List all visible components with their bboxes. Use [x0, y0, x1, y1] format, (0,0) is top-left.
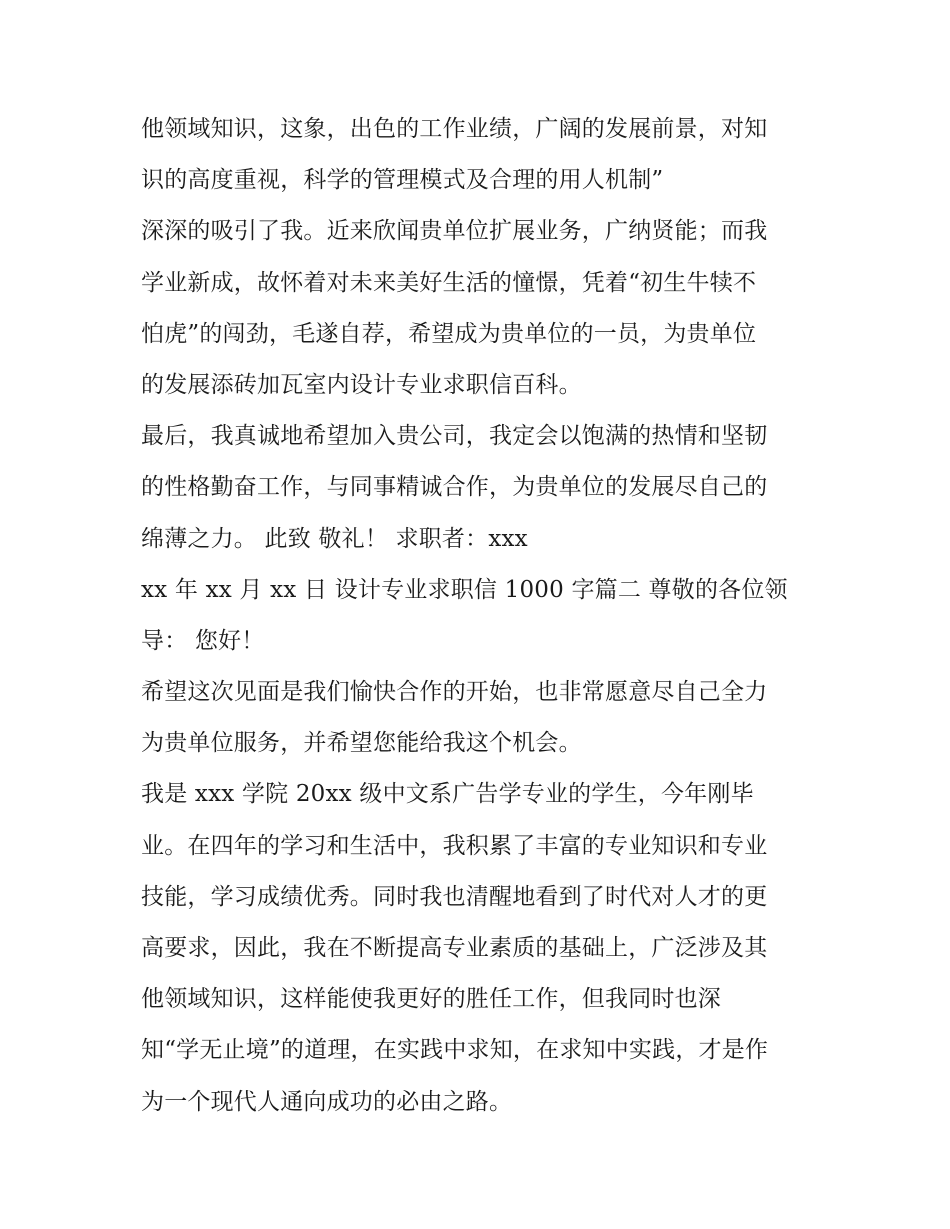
- text-line: 怕虎”的闯劲，毛遂自荐，希望成为贵单位的一员，为贵单位: [141, 320, 757, 347]
- text-line: 识的高度重视，科学的管理模式及合理的用人机制”: [141, 167, 664, 194]
- text-line: 的发展添砖加瓦室内设计专业求职信百科。: [141, 371, 582, 398]
- text-line: 我是 xxx 学院 20xx 级中文系广告学专业的学生，今年刚毕: [141, 781, 754, 808]
- text-line: 高要求，因此，我在不断提高专业素质的基础上，广泛涉及其: [141, 935, 768, 961]
- text-line: 希望这次见面是我们愉快合作的开始，也非常愿意尽自己全力: [141, 679, 768, 706]
- text-line: 他领域知识，这象，出色的工作业绩，广阔的发展前景，对知: [141, 116, 768, 142]
- text-line: 为贵单位服务，并希望您能给我这个机会。: [141, 730, 582, 757]
- text-line: 深深的吸引了我。近来欣闻贵单位扩展业务，广纳贤能；而我: [141, 218, 768, 245]
- text-line: xx 年 xx 月 xx 日 设计专业求职信 1000 字篇二 尊敬的各位领: [141, 576, 788, 603]
- body-text: [141, 104, 821, 1128]
- text-line: 的性格勤奋工作，与同事精诚合作，为贵单位的发展尽自己的: [141, 474, 768, 501]
- text-line: 学业新成，故怀着对未来美好生活的憧憬，凭着“初生牛犊不: [141, 269, 757, 296]
- text-line: 绵薄之力。 此致 敬礼！ 求职者：xxx: [141, 525, 528, 552]
- text-line: 技能，学习成绩优秀。同时我也清醒地看到了时代对人才的更: [141, 883, 768, 910]
- text-line: 最后，我真诚地希望加入贵公司，我定会以饱满的热情和坚韧: [141, 423, 768, 450]
- text-line: 知“学无止境”的道理，在实践中求知，在求知中实践，才是作: [141, 1037, 769, 1064]
- text-line: 业。在四年的学习和生活中，我积累了丰富的专业知识和专业: [141, 832, 768, 859]
- text-line: 为一个现代人通向成功的必由之路。: [141, 1088, 513, 1115]
- text-line: 导： 您好！: [141, 627, 265, 654]
- text-line: 他领域知识，这样能使我更好的胜任工作，但我同时也深: [141, 986, 721, 1013]
